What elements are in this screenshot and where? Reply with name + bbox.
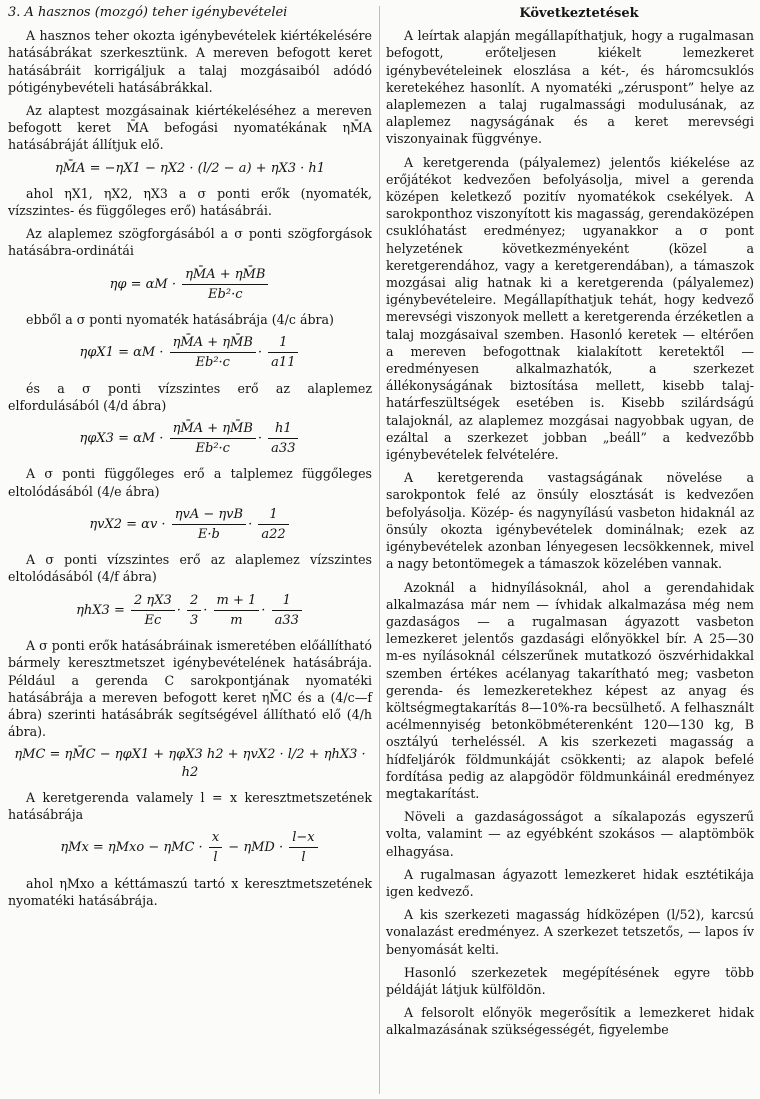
eq-lhs: ηMx = ηMxo − ηMC · — [60, 840, 203, 856]
denominator: a22 — [261, 527, 286, 543]
numerator: h1 — [268, 420, 298, 439]
fraction — [172, 506, 246, 543]
paragraph: A keretgerenda (pályalemez) jelentős kiékelése az erőjátékot kedvezően befolyásolja, mivel a gerenda középen keletkező pozitív nyomatékok csekélyek. A sarokponthoz viszonyított kis magasság, gerendaközépen csuklóhatást eredményez; ugyanakkor a σ pont helyzetének következményeként (közel a keretgerendához, vagy a keretgerendában), a támaszok mozgásai alig hatnak ki a keretgerenda (pályalemez) igénybevételeire. Megállapíthatjuk tehát, hogy kedvező merevségi viszonyok mellett a keretgerenda érzéketlen a talaj mozgásaival szemben. Hasonló keretek — eltérően a mereven befogottnak kialakított keretektől — eredményesen alkalmazhatók, a szerkezet állékonyságának biztosítása mellett, kisebb talaj- határfeszültségek esetében is. Kisebb szilárdságú talajoknál, az alaplemez mozgásai nagyobbak ugyan, de ezáltal a szerkezet jobban „beáll” a kedvezőbb igénybevételek felvételére. — [386, 154, 754, 463]
paragraph: ahol ηMxo a kéttámaszú tartó x keresztmetszetének nyomatéki hatásábrája. — [8, 875, 372, 908]
paragraph: A σ ponti függőleges erő a talplemez függőleges eltolódásából (4/e ábra) — [8, 466, 372, 499]
fraction — [289, 829, 317, 866]
fraction — [268, 420, 298, 457]
eq-lhs: ηφX1 = αM · — [79, 345, 164, 361]
denominator: a33 — [271, 441, 296, 457]
numerator: 2 — [187, 592, 201, 611]
section-title: 3. A hasznos (mozgó) teher igénybevételei — [8, 5, 288, 20]
numerator: ηM̄A + ηM̄B — [182, 266, 268, 285]
paragraph: Az alaplemez szögforgásából a σ ponti szögforgások hatásábra-ordinátái — [8, 226, 372, 259]
fraction — [272, 592, 302, 629]
paragraph: A σ ponti vízszintes erő az alaplemez vízszintes eltolódásából (4/f ábra) — [8, 552, 372, 585]
section-heading: Következtetések — [519, 6, 639, 21]
paragraph: és a σ ponti vízszintes erő az alaplemez elfordulásából (4/d ábra) — [8, 380, 372, 413]
denominator: a33 — [274, 612, 299, 628]
denominator: E·b — [197, 527, 220, 543]
equation-1: ηM̄A = −ηX1 − ηX2 · (l/2 − a) + ηX3 · h1 — [54, 160, 326, 176]
paragraph: A hasznos teher okozta igénybevételek kiértékelésére hatásábrákat szerkesztünk. A mereven befogott keret hatásábráit korrigáljuk a talaj mozgásaiból adódó pótigénybevételi hatásábrákkal. — [8, 28, 372, 95]
numerator: l−x — [289, 829, 317, 848]
eq-mid: − ηMD · — [228, 840, 284, 856]
denominator: Eb²·c — [195, 355, 230, 371]
paragraph: A σ ponti erők hatásábráinak ismeretében előállítható bármely keresztmetszet igénybevételének hatásábrája. Például a gerenda C sarokpontjának nyomatéki hatásábrája a mereven befogott keret ηM̄C és a (4/c—f ábra) szerinti hatásábrák segítségével állítható elő (4/h ábra). — [8, 638, 372, 740]
numerator: m + 1 — [214, 592, 260, 611]
equation-4: ηφX3 = αM · $\frac{\eta M̄A + \eta M̄B}{\text{Eb²·c}}$ · $\frac{h1}{a33}$ — [8, 420, 372, 457]
numerator: ηM̄A + ηM̄B — [170, 334, 256, 353]
paragraph: A keretgerenda vastagságának növelése a sarokpontok felé az önsúly elosztását is kedvezően befolyásolja. Közép- és nagynyílású vasbeton hidaknál az önsúly okozta igénybevételek dominálnak; ezek az igénybevételek azonban lényegesen lecsökkennek, mivel a nagy betontömegek a támaszok közelében vannak. — [386, 470, 754, 572]
eq-lhs: ηφX3 = αM · — [79, 431, 164, 447]
right-column — [386, 0, 754, 1045]
fraction — [170, 334, 256, 371]
fraction — [182, 266, 268, 303]
fraction — [258, 506, 288, 543]
paragraph: A keretgerenda valamely l = x keresztmetszetének hatásábrája — [8, 789, 372, 822]
paragraph: A kis szerkezeti magasság hídközépen (l/52), karcsú vonalazást eredményez. A szerkezet tetszetős, — lapos ív benyomását kelti. — [386, 907, 754, 957]
eq-lhs: ηvX2 = αv · — [89, 517, 166, 533]
denominator: l — [213, 850, 218, 866]
paragraph: A felsorolt előnyök megerősítik a lemezkeret hidak alkalmazásának szükségességét, figyelembe — [386, 1005, 754, 1038]
paragraph: ebből a σ ponti nyomaték hatásábrája (4/c ábra) — [26, 312, 334, 328]
paragraph: A leírtak alapján megállapíthatjuk, hogy a rugalmasan befogott, erőteljesen kiékelt lemezkeret igénybevételeinek eloszlása a két-, és háromcsuklós keretekéhez hasonlít. A nyomatéki „zéruspont” helye az alaplemezen a talaj rugalmassági modulusának, az alaplemez nagyságának és a keret merevségi viszonyainak függvénye. — [386, 28, 754, 147]
fraction — [187, 592, 201, 629]
fraction — [131, 592, 175, 629]
paragraph: Hasonló szerkezetek megépítésének egyre több példáját látjuk külföldön. — [386, 964, 754, 997]
equation-5: ηvX2 = αv · $\frac{\text{ηvA − ηvB}}{E\cdot b}$ · $\frac{1}{a22}$ — [8, 506, 372, 543]
fraction — [268, 334, 298, 371]
denominator: a11 — [271, 355, 296, 371]
eq-lhs: ηφ = αM · — [109, 276, 176, 292]
paragraph: Azoknál a hidnyílásoknál, ahol a gerendahidak alkalmazása már nem — ívhidak alkalmazása még nem gazdaságos — a rugalmasan ágyazott vasbeton lemezkeret jelentős gazdasági előnyökkel bír. A 25—30 m-es nyílásoknál célszerűnek mutatkozó öszvérhidakkal szemben értékes acélanyag takarítható meg; vasbeton gerenda- és lemezkeretekhez képest az anyag és költségmegtakarítás 8—10%-ra becsülhető. A felhasznált acélmennyiség betonköbméterenként 120—130 kg, B osztályú terheléssél. A kis szerkezeti magasság a hídfeljárók földmunkáját csökkenti; az alapok befelé fordítása pedig az alapgödör földmunkáinál eredményez megtakarítást. — [386, 579, 754, 801]
equation-2 — [8, 266, 372, 303]
numerator: ηM̄A + ηM̄B — [170, 420, 256, 439]
fraction — [214, 592, 260, 629]
numerator: 2 ηX3 — [131, 592, 175, 611]
equation-3: ηφX1 = αM · $\frac{\eta M̄A + \eta M̄B}{\text{Eb²·c}}$ · $\frac{1}{a11}$ — [8, 334, 372, 371]
equation-8 — [8, 829, 372, 866]
equation-6: ηhX3 = $\frac{2 \eta X3}{Ec}$ · $\frac{2}{3}$ · $\frac{m + 1}{m}$ · $\frac{1}{a33}$ — [8, 592, 372, 629]
column-divider — [379, 6, 380, 1094]
paragraph: ahol ηX1, ηX2, ηX3 a σ ponti erők (nyomaték, vízszintes- és függőleges erő) hatásábrái. — [8, 185, 372, 219]
denominator: 3 — [189, 612, 199, 628]
paragraph: A rugalmasan ágyazott lemezkeret hidak esztétikája igen kedvező. — [386, 866, 754, 899]
numerator: 1 — [272, 592, 302, 611]
denominator: Eb²·c — [195, 441, 230, 457]
numerator: 1 — [258, 506, 288, 525]
fraction — [170, 420, 256, 457]
numerator: x — [209, 829, 222, 848]
denominator: Eb²·c — [208, 286, 243, 302]
denominator: m — [230, 612, 243, 628]
left-column — [8, 0, 372, 915]
paragraph: Növeli a gazdaságosságot a síkalapozás egyszerű volta, valamint — az egyébként szokásos — alaptömbök elhagyása. — [386, 809, 754, 859]
numerator: 1 — [268, 334, 298, 353]
paragraph: Az alaptest mozgásainak kiértékeléséhez a mereven befogott keret M̄A befogási nyomatékának ηM̄A hatásábráját állítjuk elő. — [8, 103, 372, 153]
eq-lhs: ηhX3 = — [76, 602, 125, 618]
denominator: l — [301, 850, 306, 866]
numerator: ηvA − ηvB — [172, 506, 246, 525]
fraction — [209, 829, 222, 866]
denominator: Ec — [144, 612, 162, 628]
equation-7: ηMC = ηM̄C − ηφX1 + ηφX3 h2 + ηvX2 · l/2 + ηhX3 · h2 — [14, 747, 366, 780]
